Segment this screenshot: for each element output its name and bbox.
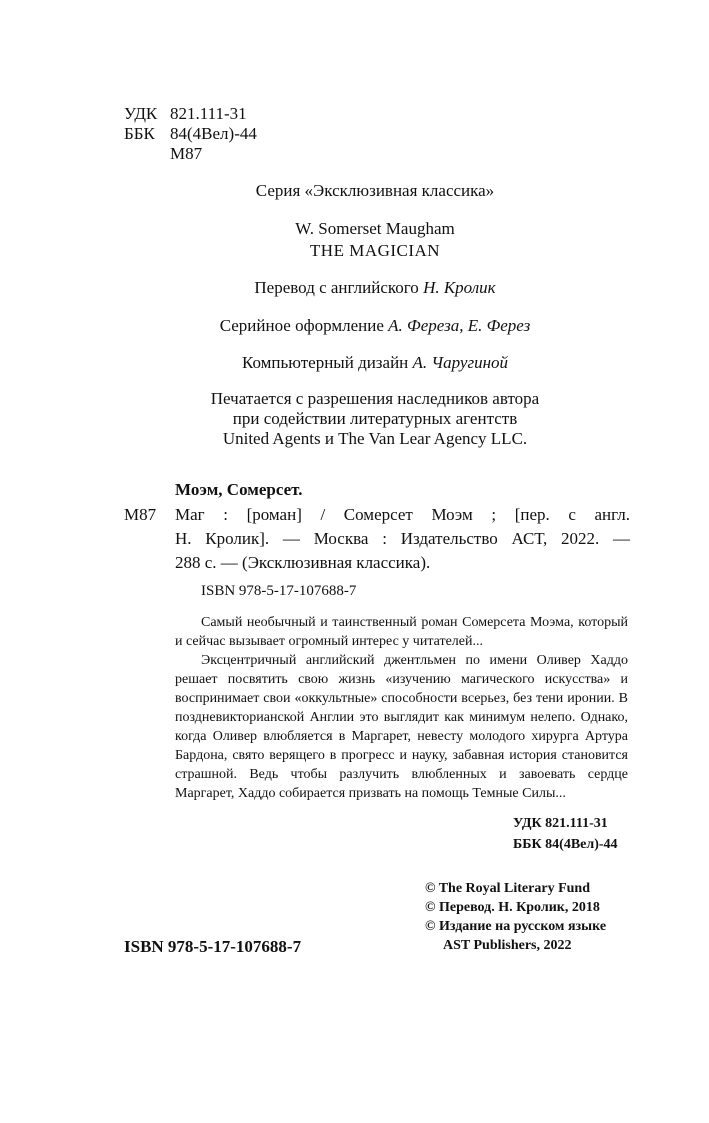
isbn-bottom: ISBN 978-5-17-107688-7 [124,937,302,956]
bottom-udk: УДК 821.111-31 [513,816,608,831]
computer-design-credit [0,353,709,373]
copyright-line: © Перевод. Н. Кролик, 2018 [425,900,600,915]
original-title: THE MAGICIAN [309,241,441,260]
abstract-paragraph: Эксцентричный английский джентльмен по имени Оливер Хаддо решает посвятить свою жизнь «изучению магического искусства» и воспринимает свои «оккультные» способности всерьез, без тени иронии. В поздневикторианской Англии это выглядит как минимум нелепо. Однако, когда Оливер влюбляется в Маргарет, невесту молодого хирурга Артура Бардона, свято верящего в прогресс и науку, забавная история становится страшной. Ведь чтобы разлучить влюбленных и завоевать сердце Маргарет, Хаддо собирается призвать на помощь Темные Силы... [175,653,628,801]
catalog-line: 288 с. — (Эксклюзивная классика). [175,553,431,572]
designers-names: А. Фереза, Е. Ферез [388,316,531,335]
translator-name: Н. Кролик [423,278,496,297]
author-mark: М87 [170,144,203,163]
permission-notice [0,389,709,449]
catalog-heading: Моэм, Сомерсет. [175,480,303,499]
copyright-line: © Издание на русском языке [425,919,607,934]
udk-block [124,104,257,164]
permission-line: при содействии литературных агентств [232,409,518,428]
bottom-classification [513,814,618,854]
copyright-line: AST Publishers, 2022 [443,938,572,953]
original-author: W. Somerset Maugham [295,219,455,238]
bottom-bbk: ББК 84(4Вел)-44 [513,837,618,852]
abstract-paragraph: Самый необычный и таинственный роман Сомерсета Моэма, который и сейчас вызывает огромный интерес у читателей... [175,615,628,649]
permission-line: United Agents и The Van Lear Agency LLC. [222,429,528,448]
bbk-label: ББК [124,124,155,143]
bbk-value: 84(4Вел)-44 [170,124,257,143]
catalog-line: Н. Кролик]. — Москва : Издательство АСТ, 2022. — [175,529,630,548]
catalog-mark: М87 [124,505,157,524]
udk-value: 821.111-31 [170,104,247,123]
catalog-isbn: ISBN 978-5-17-107688-7 [201,583,357,599]
computer-designer-name: А. Чаругиной [412,353,509,372]
permission-line: Печатается с разрешения наследников автора [210,389,540,408]
abstract [175,613,628,803]
translation-prefix: Перевод с английского [254,278,419,297]
catalog-description [175,505,630,573]
design-credit [0,316,709,336]
design-prefix: Серийное оформление [219,316,384,335]
copyright-block [425,879,606,955]
translation-credit [0,278,709,298]
copyright-line: © The Royal Literary Fund [425,881,590,896]
catalog-line: Маг : [роман] / Сомерсет Моэм ; [пер. с англ. [175,505,630,524]
udk-label: УДК [124,104,158,123]
computer-design-prefix: Компьютерный дизайн [241,353,409,372]
series-line: Серия «Эксклюзивная классика» [255,181,495,200]
